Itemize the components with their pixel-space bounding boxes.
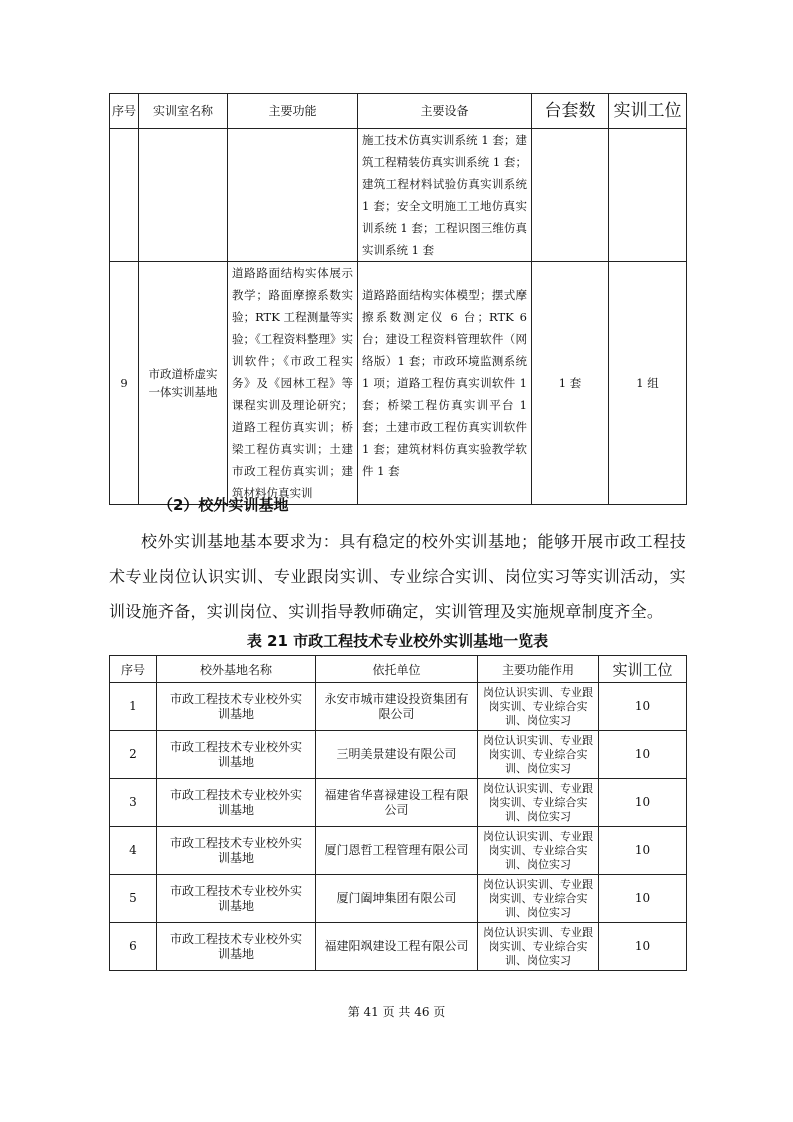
- cell-no: 4: [110, 827, 157, 875]
- training-room-table: [109, 93, 687, 505]
- page-number: 第 41 页 共 46 页: [347, 1005, 446, 1019]
- cell-stations: 10: [599, 923, 687, 971]
- cell-function: 岗位认识实训、专业跟岗实训、专业综合实训、岗位实习: [478, 779, 599, 827]
- cell-function: 岗位认识实训、专业跟岗实训、专业综合实训、岗位实习: [478, 875, 599, 923]
- table-row: [110, 779, 687, 827]
- cell-no: 9: [110, 262, 139, 505]
- table-header-row: [110, 656, 687, 683]
- section-paragraph: 校外实训基地基本要求为：具有稳定的校外实训基地；能够开展市政工程技术专业岗位认识实训、专业跟岗实训、专业综合实训、岗位实习等实训活动，实训设施齐备，实训岗位、实训指导教师确定，实训管理及实施规章制度齐全。: [109, 532, 686, 621]
- cell-function: 道路路面结构实体展示教学；路面摩擦系数实验；RTK 工程测量等实验；《工程资料整理》实训软件；《市政工程实务》及《园林工程》等课程实训及理论研究；道路工程仿真实训；桥梁工程仿真实训；土建市政工程仿真实训；建筑材料仿真实训: [228, 262, 358, 505]
- header-stations: 实训工位: [599, 656, 687, 683]
- cell-no: 6: [110, 923, 157, 971]
- cell-no: [110, 129, 139, 262]
- cell-function: 岗位认识实训、专业跟岗实训、专业综合实训、岗位实习: [478, 683, 599, 731]
- table-row: [110, 262, 687, 505]
- cell-unit: 厦门恩哲工程管理有限公司: [316, 827, 478, 875]
- cell-unit: 福建阳飒建设工程有限公司: [316, 923, 478, 971]
- header-stations: 实训工位: [609, 94, 687, 129]
- cell-no: 1: [110, 683, 157, 731]
- table-row: [110, 683, 687, 731]
- header-function: 主要功能: [228, 94, 358, 129]
- cell-unit: 永安市城市建设投资集团有限公司: [316, 683, 478, 731]
- cell-stations: 10: [599, 731, 687, 779]
- cell-name: 市政工程技术专业校外实训基地: [157, 683, 316, 731]
- external-base-table: [109, 655, 687, 971]
- cell-stations: 1 组: [609, 262, 687, 505]
- header-no: 序号: [110, 94, 139, 129]
- cell-sets: [532, 129, 609, 262]
- header-unit: 依托单位: [316, 656, 478, 683]
- table-row: [110, 923, 687, 971]
- table-row: [110, 731, 687, 779]
- cell-equipment: 施工技术仿真实训系统 1 套；建筑工程精装仿真实训系统 1 套；建筑工程材料试验仿真实训系统 1 套；安全文明施工工地仿真实训系统 1 套；工程识图三维仿真实训系统 1 套: [358, 129, 532, 262]
- cell-unit: 福建省华喜禄建设工程有限公司: [316, 779, 478, 827]
- cell-unit: 厦门阖坤集团有限公司: [316, 875, 478, 923]
- header-function: 主要功能作用: [478, 656, 599, 683]
- header-base-name: 校外基地名称: [157, 656, 316, 683]
- cell-function: 岗位认识实训、专业跟岗实训、专业综合实训、岗位实习: [478, 731, 599, 779]
- cell-name: 市政工程技术专业校外实训基地: [157, 779, 316, 827]
- cell-function: [228, 129, 358, 262]
- header-room-name: 实训室名称: [139, 94, 228, 129]
- cell-name: 市政工程技术专业校外实训基地: [157, 827, 316, 875]
- section-heading: （2）校外实训基地: [158, 496, 289, 514]
- cell-no: 5: [110, 875, 157, 923]
- cell-sets: 1 套: [532, 262, 609, 505]
- cell-no: 2: [110, 731, 157, 779]
- cell-function: 岗位认识实训、专业跟岗实训、专业综合实训、岗位实习: [478, 923, 599, 971]
- cell-name: 市政工程技术专业校外实训基地: [157, 731, 316, 779]
- cell-name: 市政工程技术专业校外实训基地: [157, 875, 316, 923]
- cell-stations: 10: [599, 827, 687, 875]
- cell-no: 3: [110, 779, 157, 827]
- cell-equipment: 道路路面结构实体模型；摆式摩擦系数测定仪 6 台；RTK 6 台；建设工程资料管理软件（网络版）1 套；市政环境监测系统 1 项；道路工程仿真实训软件 1 套；桥梁工程仿真实训平台 1 套；土建市政工程仿真实训软件 1 套；建筑材料仿真实验教学软件 1 套: [358, 262, 532, 505]
- table-row: [110, 875, 687, 923]
- cell-stations: 10: [599, 779, 687, 827]
- cell-name: 市政工程技术专业校外实训基地: [157, 923, 316, 971]
- cell-unit: 三明美景建设有限公司: [316, 731, 478, 779]
- cell-name: 市政道桥虚实一体实训基地: [139, 262, 228, 505]
- header-no: 序号: [110, 656, 157, 683]
- cell-function: 岗位认识实训、专业跟岗实训、专业综合实训、岗位实习: [478, 827, 599, 875]
- header-sets: 台套数: [532, 94, 609, 129]
- table-header-row: [110, 94, 687, 129]
- cell-stations: [609, 129, 687, 262]
- cell-stations: 10: [599, 683, 687, 731]
- table-row: [110, 129, 687, 262]
- header-equipment: 主要设备: [358, 94, 532, 129]
- table-row: [110, 827, 687, 875]
- cell-name: [139, 129, 228, 262]
- table-caption: 表 21 市政工程技术专业校外实训基地一览表: [246, 632, 549, 650]
- cell-stations: 10: [599, 875, 687, 923]
